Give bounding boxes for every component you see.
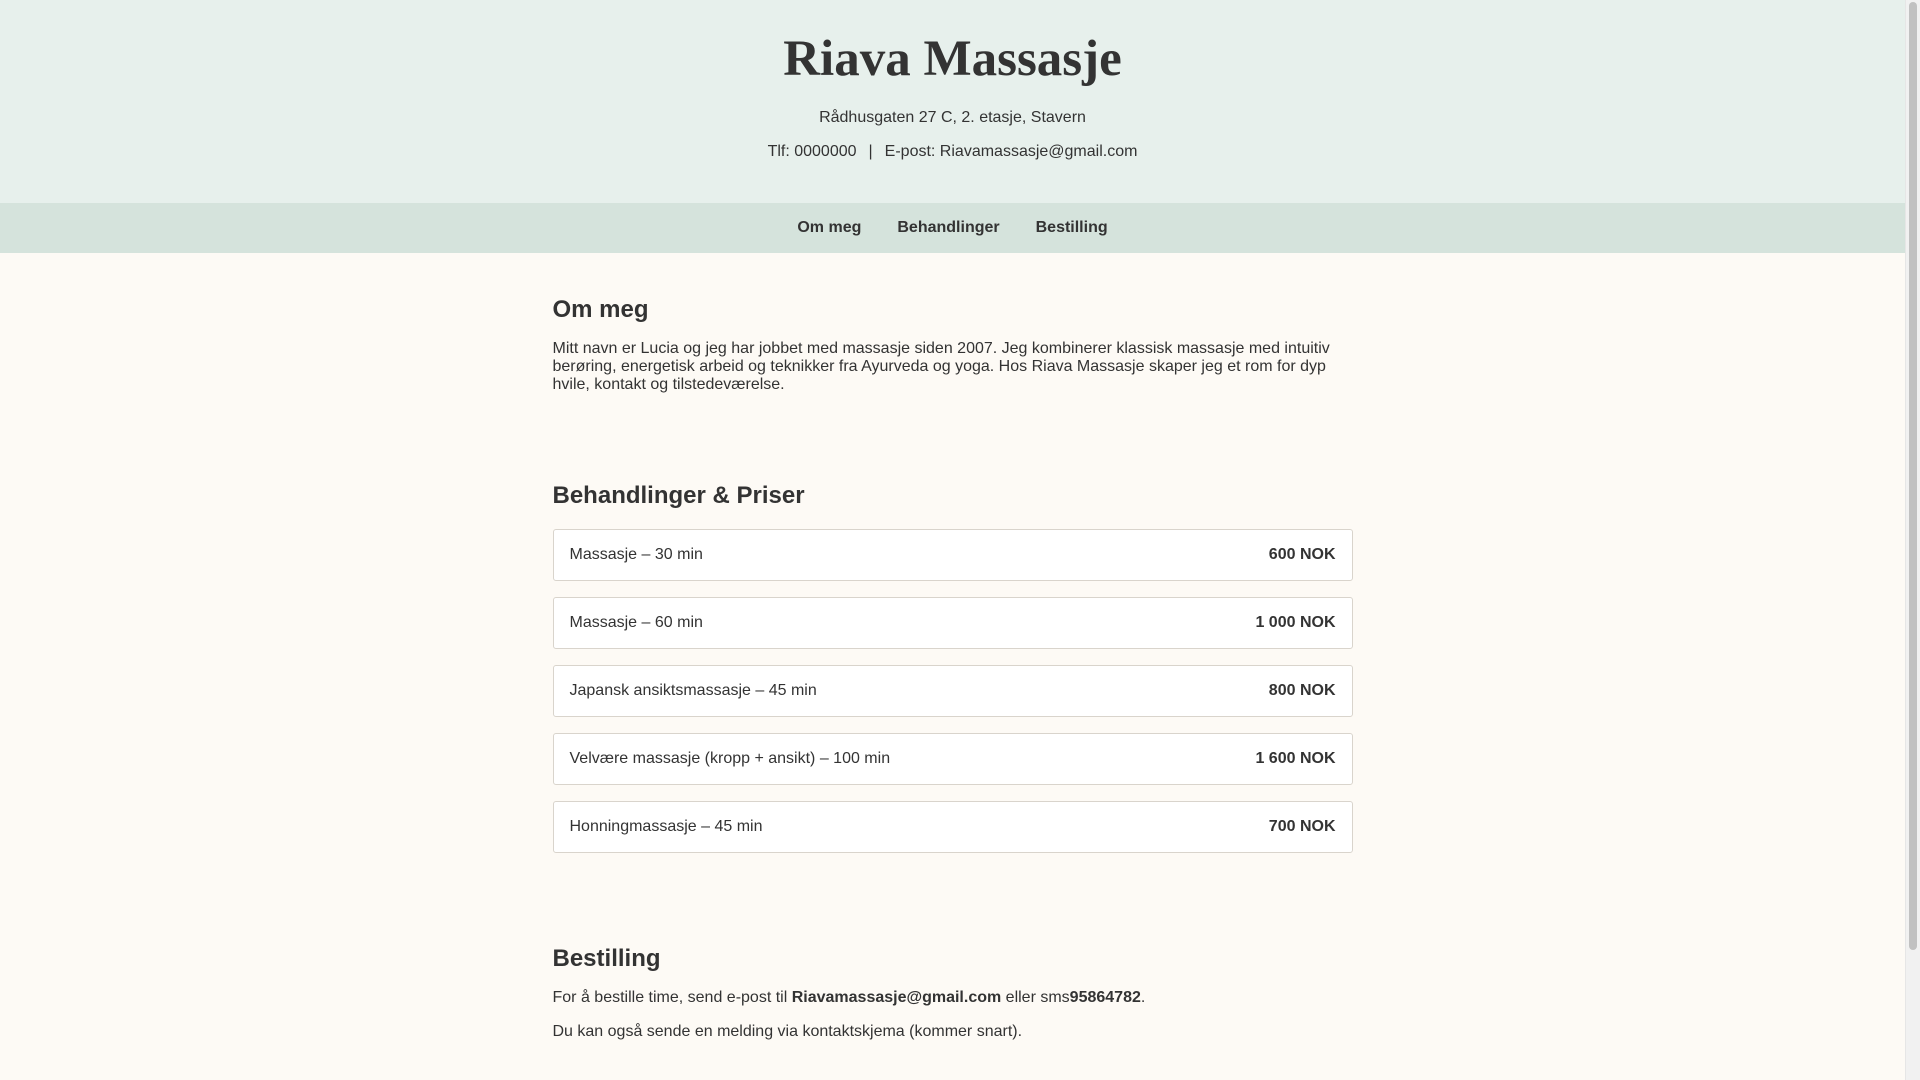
nav-link-om-meg[interactable]: Om meg bbox=[797, 219, 862, 236]
treatment-item bbox=[553, 529, 1353, 581]
treatment-price: 600 NOK bbox=[1268, 546, 1336, 563]
site-title: Riava Massasje bbox=[783, 31, 1122, 87]
booking-heading: Bestilling bbox=[552, 945, 661, 972]
treatment-price: 1 000 NOK bbox=[1255, 614, 1336, 631]
contact-separator: | bbox=[868, 143, 873, 160]
booking-phone: 95864782 bbox=[1069, 989, 1141, 1006]
address: Rådhusgaten 27 C, 2. etasje, Stavern bbox=[819, 109, 1086, 126]
treatment-list bbox=[553, 529, 1353, 853]
nav-link-bestilling[interactable]: Bestilling bbox=[1035, 219, 1108, 236]
booking-middle: eller sms bbox=[1001, 989, 1070, 1006]
booking-instructions bbox=[553, 988, 1353, 1008]
treatment-name: Japansk ansiktsmassasje – 45 min bbox=[569, 682, 817, 699]
treatment-price: 800 NOK bbox=[1268, 682, 1336, 699]
treatment-price: 700 NOK bbox=[1268, 818, 1336, 835]
treatments-heading: Behandlinger & Priser bbox=[552, 482, 805, 509]
main-nav bbox=[0, 203, 1905, 253]
booking-email: Riavamassasje@gmail.com bbox=[791, 989, 1002, 1006]
treatment-item bbox=[553, 665, 1353, 717]
treatment-item bbox=[553, 733, 1353, 785]
booking-suffix: . bbox=[1140, 989, 1146, 1006]
treatment-price: 1 600 NOK bbox=[1255, 750, 1336, 767]
treatment-name: Massasje – 60 min bbox=[569, 614, 703, 631]
site-header bbox=[0, 0, 1905, 203]
scrollbar-thumb[interactable] bbox=[1909, 2, 1917, 950]
vertical-scrollbar[interactable] bbox=[1905, 0, 1920, 1080]
treatment-item bbox=[553, 597, 1353, 649]
treatment-item bbox=[553, 801, 1353, 853]
nav-link-behandlinger[interactable]: Behandlinger bbox=[897, 219, 1000, 236]
about-heading: Om meg bbox=[552, 296, 649, 323]
treatment-name: Honningmassasje – 45 min bbox=[569, 818, 763, 835]
treatment-name: Velvære massasje (kropp + ansikt) – 100 min bbox=[569, 750, 891, 767]
booking-contact-form-note: Du kan også sende en melding via kontaktskjema (kommer snart). bbox=[552, 1023, 1023, 1040]
phone-number: Tlf: 0000000 bbox=[767, 143, 857, 160]
treatments-section bbox=[553, 481, 1353, 853]
treatment-name: Massasje – 30 min bbox=[569, 546, 703, 563]
about-text: Mitt navn er Lucia og jeg har jobbet med massasje siden 2007. Jeg kombinerer klassisk massasje med intuitiv berøring, energetisk arbeid og teknikker fra Ayurveda og yoga. Hos Riava Massasje skaper jeg et rom for dyp hvile, kontakt og tilstedeværelse. bbox=[552, 340, 1330, 393]
contact-line bbox=[0, 142, 1905, 162]
booking-section bbox=[553, 944, 1353, 1042]
email-address: E-post: Riavamassasje@gmail.com bbox=[884, 143, 1138, 160]
booking-prefix: For å bestille time, send e-post til bbox=[552, 989, 792, 1006]
main-content bbox=[553, 253, 1353, 1042]
about-section bbox=[553, 295, 1353, 394]
